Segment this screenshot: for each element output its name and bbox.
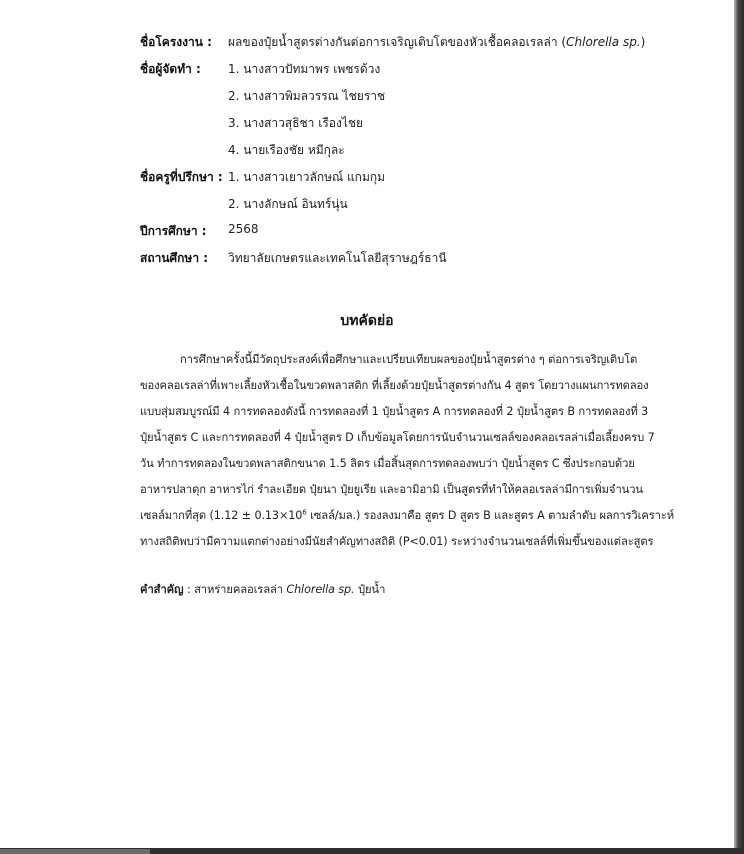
advisor-item: 2. นางลักษณ์ อินทร์นุ่น — [228, 197, 348, 211]
advisor-item: 1. นางสาวเยาวลักษณ์ แกมกุม — [228, 170, 386, 184]
school-label: สถานศึกษา : — [140, 251, 209, 265]
scrollbar-thumb[interactable] — [0, 849, 150, 854]
keywords-scientific: Chlorella sp. — [286, 583, 355, 596]
keywords-end: ปุ๋ยน้ำ — [354, 583, 386, 596]
abstract-line: วัน ทำการทดลองในขวดพลาสติกขนาด 1.5 ลิตร เมื่อสิ้นสุดการทดลองพบว่า ปุ๋ยน้ำสูตร C ซึ่งประกอบด้วย — [140, 457, 635, 470]
abstract-line: ปุ๋ยน้ำสูตร C และการทดลองที่ 4 ปุ๋ยน้ำสูตร D เก็บข้อมูลโดยการนับจำนวนเซลล์ของคลอเรลล่าเมื่อเลี้ยงครบ 7 — [140, 431, 655, 444]
authors-label: ชื่อผู้จัดทำ : — [140, 62, 201, 76]
abstract-line: อาหารปลาดุก อาหารไก่ รำละเอียด ปุ๋ยนา ปุ๋ยยูเรีย และอามิอามิ เป็นสูตรที่ทำให้คลอเรลล่ามีการเพิ่มจำนวน — [140, 483, 643, 496]
abstract-line: ทางสถิติพบว่ามีความแตกต่างอย่างมีนัยสำคัญทางสถิติ (P<0.01) ระหว่างจำนวนเซลล์ที่เพิ่มขึ้นของแต่ละสูตร — [140, 535, 654, 548]
exponent: 6 — [302, 508, 307, 517]
author-item: 3. นางสาวสุธิชา เรืองไชย — [228, 116, 364, 130]
abstract-line: ของคลอเรลล่าที่เพาะเลี้ยงหัวเชื้อในขวดพลาสติก ที่เลี้ยงด้วยปุ๋ยน้ำสูตรต่างกัน 4 สูตร โดยวางแผนการทดลอง — [140, 379, 649, 392]
keywords-sep: : สาหร่ายคลอเรลล่า — [183, 583, 287, 596]
keywords-row — [140, 580, 670, 598]
author-item: 1. นางสาวปัทมาพร เพชรด้วง — [228, 62, 381, 76]
project-title — [228, 33, 645, 52]
advisors-label: ชื่อครูที่ปรึกษา : — [140, 170, 223, 184]
year-label: ปีการศึกษา : — [140, 224, 207, 238]
abstract-line: การศึกษาครั้งนี้มีวัตถุประสงค์เพื่อศึกษาและเปรียบเทียบผลของปุ๋ยน้ำสูตรต่าง ๆ ต่อการเจริญเติบโต — [180, 353, 638, 366]
author-item: 4. นายเรืองชัย หมีกุละ — [228, 143, 345, 157]
abstract-line7-post: เซลล์/มล.) รองลงมาคือ สูตร D สูตร B และสูตร A ตามลำดับ ผลการวิเคราะห์ — [306, 509, 674, 522]
keywords-label: คำสำคัญ — [140, 583, 184, 596]
year-value: 2568 — [228, 222, 259, 236]
project-title-scientific: Chlorella sp. — [566, 35, 641, 49]
abstract-line — [140, 506, 674, 524]
project-title-thai: ผลของปุ๋ยน้ำสูตรต่างกันต่อการเจริญเติบโตของหัวเชื้อคลอเรลล่า ( — [228, 35, 567, 49]
project-label: ชื่อโครงงาน : — [140, 35, 212, 49]
horizontal-scrollbar[interactable] — [0, 848, 744, 854]
vertical-scrollbar[interactable] — [734, 0, 744, 854]
abstract-line: แบบสุ่มสมบูรณ์มี 4 การทดลองดังนี้ การทดลองที่ 1 ปุ๋ยน้ำสูตร A การทดลองที่ 2 ปุ๋ยน้ำสูตร B การทดลองที่ 3 — [140, 405, 649, 418]
project-title-end: ) — [640, 35, 646, 49]
school-value: วิทยาลัยเกษตรและเทคโนโลยีสุราษฎร์ธานี — [228, 251, 447, 265]
abstract-line7-pre: เซลล์มากที่สุด (1.12 ± 0.13×10 — [140, 509, 303, 522]
abstract-title: บทคัดย่อ — [340, 313, 394, 329]
author-item: 2. นางสาวพิมลวรรณ ไชยราช — [228, 89, 386, 103]
